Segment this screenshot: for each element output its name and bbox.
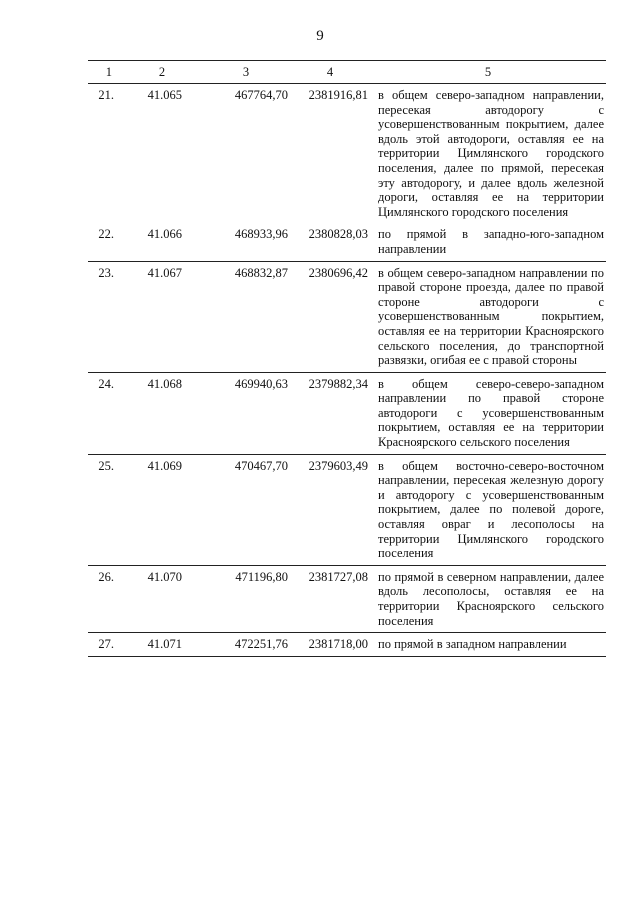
coord-x: 472251,76 (202, 633, 290, 657)
row-number: 22. (88, 223, 122, 261)
table-row (88, 261, 606, 372)
coord-y: 2379882,34 (290, 372, 370, 454)
row-number: 25. (88, 454, 122, 565)
point-code: 41.067 (122, 261, 202, 372)
coord-y: 2380696,42 (290, 261, 370, 372)
boundary-description: по прямой в западно-юго-западном направлении (370, 223, 606, 261)
coord-y: 2379603,49 (290, 454, 370, 565)
page-number: 9 (316, 28, 324, 44)
coord-y: 2381718,00 (290, 633, 370, 657)
boundary-description: в общем восточно-северо-восточном направлении, пересекая железную дорогу и автодорогу с усовершенствованным покрытием, далее по полевой дороге, оставляя овраг и лесополосы на территории Цимлянского городского поселения (370, 454, 606, 565)
coord-x: 470467,70 (202, 454, 290, 565)
coord-x: 469940,63 (202, 372, 290, 454)
coord-y: 2381727,08 (290, 565, 370, 632)
table-row (88, 372, 606, 454)
boundary-description: в общем северо-западном направлении, пересекая автодорогу с усовершенствованным покрытием, далее вдоль этой автодороги, оставляя ее на территории Цимлянского городского поселения, далее по прямой, пересекая эту автодорогу, и далее вдоль железной дороги, оставляя ее на территории Цимлянского городского поселения (378, 88, 604, 219)
point-code: 41.068 (122, 372, 202, 454)
table-row (88, 454, 606, 565)
boundary-description: по прямой в северном направлении, далее вдоль лесополосы, оставляя ее на территории Красноярского сельского поселения (370, 565, 606, 632)
header-col-4: 4 (290, 61, 370, 84)
header-col-3: 3 (202, 61, 290, 84)
point-code: 41.066 (122, 223, 202, 261)
boundary-description: в общем северо-западном направлении по правой стороне проезда, далее по правой стороне автодороги с усовершенствованным покрытием, оставляя ее на территории Красноярского сельского поселения, до транспортной развязки, огибая ее с правой стороны (370, 261, 606, 372)
boundary-description: по прямой в западном направлении (370, 633, 606, 657)
table-body (88, 84, 606, 657)
point-code: 41.065 (147, 88, 182, 102)
point-code: 41.070 (122, 565, 202, 632)
coord-y: 2381916,81 (308, 88, 368, 102)
header-col-5: 5 (370, 61, 606, 84)
point-code: 41.071 (122, 633, 202, 657)
row-number: 21. (98, 88, 114, 102)
row-number: 27. (88, 633, 122, 657)
boundary-description: в общем северо-северо-западном направлении по правой стороне автодороги с усовершенствованным покрытием, оставляя ее на территории Красноярского сельского поселения (370, 372, 606, 454)
coord-x: 468933,96 (202, 223, 290, 261)
row-number: 26. (88, 565, 122, 632)
coord-x: 471196,80 (202, 565, 290, 632)
table-row (88, 84, 606, 224)
table-header (88, 61, 606, 84)
header-col-1: 1 (88, 61, 122, 84)
coord-y: 2380828,03 (290, 223, 370, 261)
table-row (88, 633, 606, 657)
coord-x: 468832,87 (202, 261, 290, 372)
row-number: 24. (88, 372, 122, 454)
header-row (88, 61, 606, 84)
table-row (88, 223, 606, 261)
row-number: 23. (88, 261, 122, 372)
boundary-points-table (88, 60, 606, 657)
header-col-2: 2 (122, 61, 202, 84)
point-code: 41.069 (122, 454, 202, 565)
table-row (88, 565, 606, 632)
coord-x: 467764,70 (234, 88, 288, 102)
